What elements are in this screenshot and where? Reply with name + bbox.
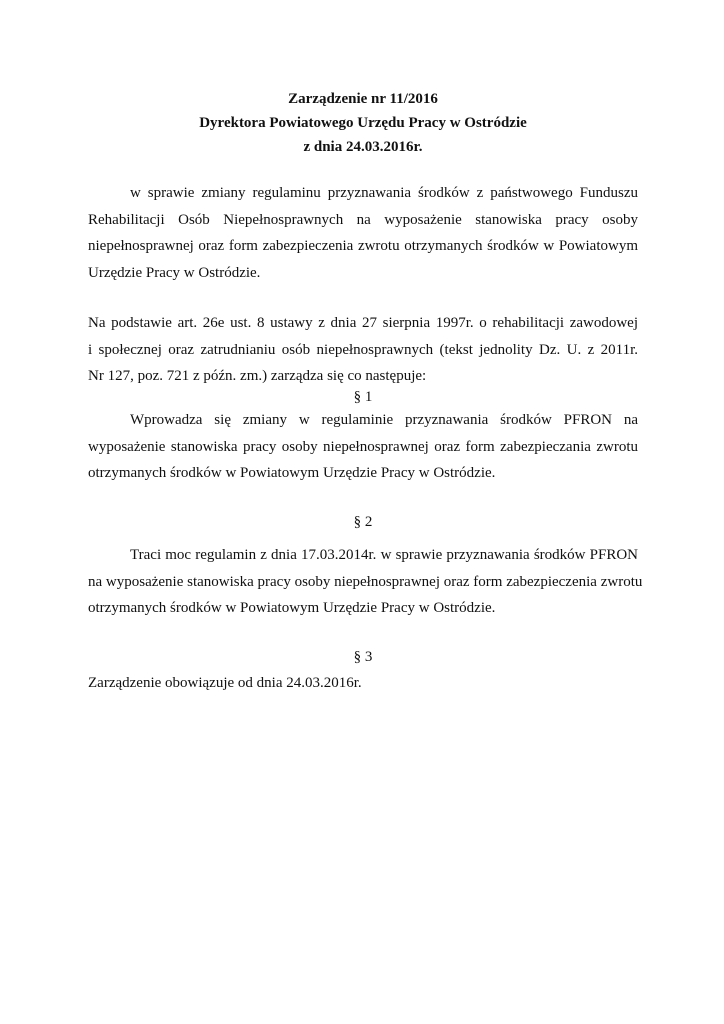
subject-line: w sprawie zmiany regulaminu przyznawania środków z państwowego Funduszu xyxy=(130,185,638,201)
subject-line: Rehabilitacji Osób Niepełnosprawnych na wyposażenie stanowiska pracy osoby xyxy=(88,211,638,228)
section-symbol-1: § 1 xyxy=(353,389,373,405)
section-2-line: Traci moc regulamin z dnia 17.03.2014r. w sprawie przyznawania środków PFRON xyxy=(130,547,638,563)
title-line-issuer: Dyrektora Powiatowego Urzędu Pracy w Ostródzie xyxy=(199,115,527,131)
legal-basis-paragraph xyxy=(88,310,638,390)
section-2-paragraph xyxy=(88,542,643,622)
section-1-line: otrzymanych środków w Powiatowym Urzędzie Pracy w Ostródzie. xyxy=(88,465,496,481)
subject-paragraph xyxy=(88,180,638,286)
section-symbol-3: § 3 xyxy=(353,649,373,665)
subject-line: niepełnosprawnej oraz form zabezpieczenia zwrotu otrzymanych środków w Powiatowym xyxy=(88,238,638,254)
section-2-line: na wyposażenie stanowiska pracy osoby niepełnosprawnej oraz form zabezpieczenia zwrotu xyxy=(88,573,643,590)
title-line-ordinance-number: Zarządzenie nr 11/2016 xyxy=(288,91,438,107)
subject-line: Urzędzie Pracy w Ostródzie. xyxy=(88,264,261,281)
section-3-line: Zarządzenie obowiązuje od dnia 24.03.2016r. xyxy=(88,675,362,691)
section-1-paragraph xyxy=(88,407,638,487)
legal-basis-line: Na podstawie art. 26e ust. 8 ustawy z dnia 27 sierpnia 1997r. o rehabilitacji zawodowej xyxy=(88,315,638,331)
legal-basis-line: Nr 127, poz. 721 z późn. zm.) zarządza się co następuje: xyxy=(88,368,427,384)
title-line-date: z dnia 24.03.2016r. xyxy=(303,139,423,155)
legal-basis-line: i społecznej oraz zatrudnianiu osób niepełnosprawnych (tekst jednolity Dz. U. z 2011r. xyxy=(88,341,638,358)
section-2-line: otrzymanych środków w Powiatowym Urzędzie Pracy w Ostródzie. xyxy=(88,600,496,616)
section-1-line: wyposażenie stanowiska pracy osoby niepełnosprawnej oraz form zabezpieczania zwrotu xyxy=(88,438,638,455)
section-symbol-2: § 2 xyxy=(353,514,373,530)
section-3-paragraph xyxy=(88,670,638,697)
document-title xyxy=(88,87,638,159)
section-1-line: Wprowadza się zmiany w regulaminie przyznawania środków PFRON na xyxy=(130,412,638,428)
